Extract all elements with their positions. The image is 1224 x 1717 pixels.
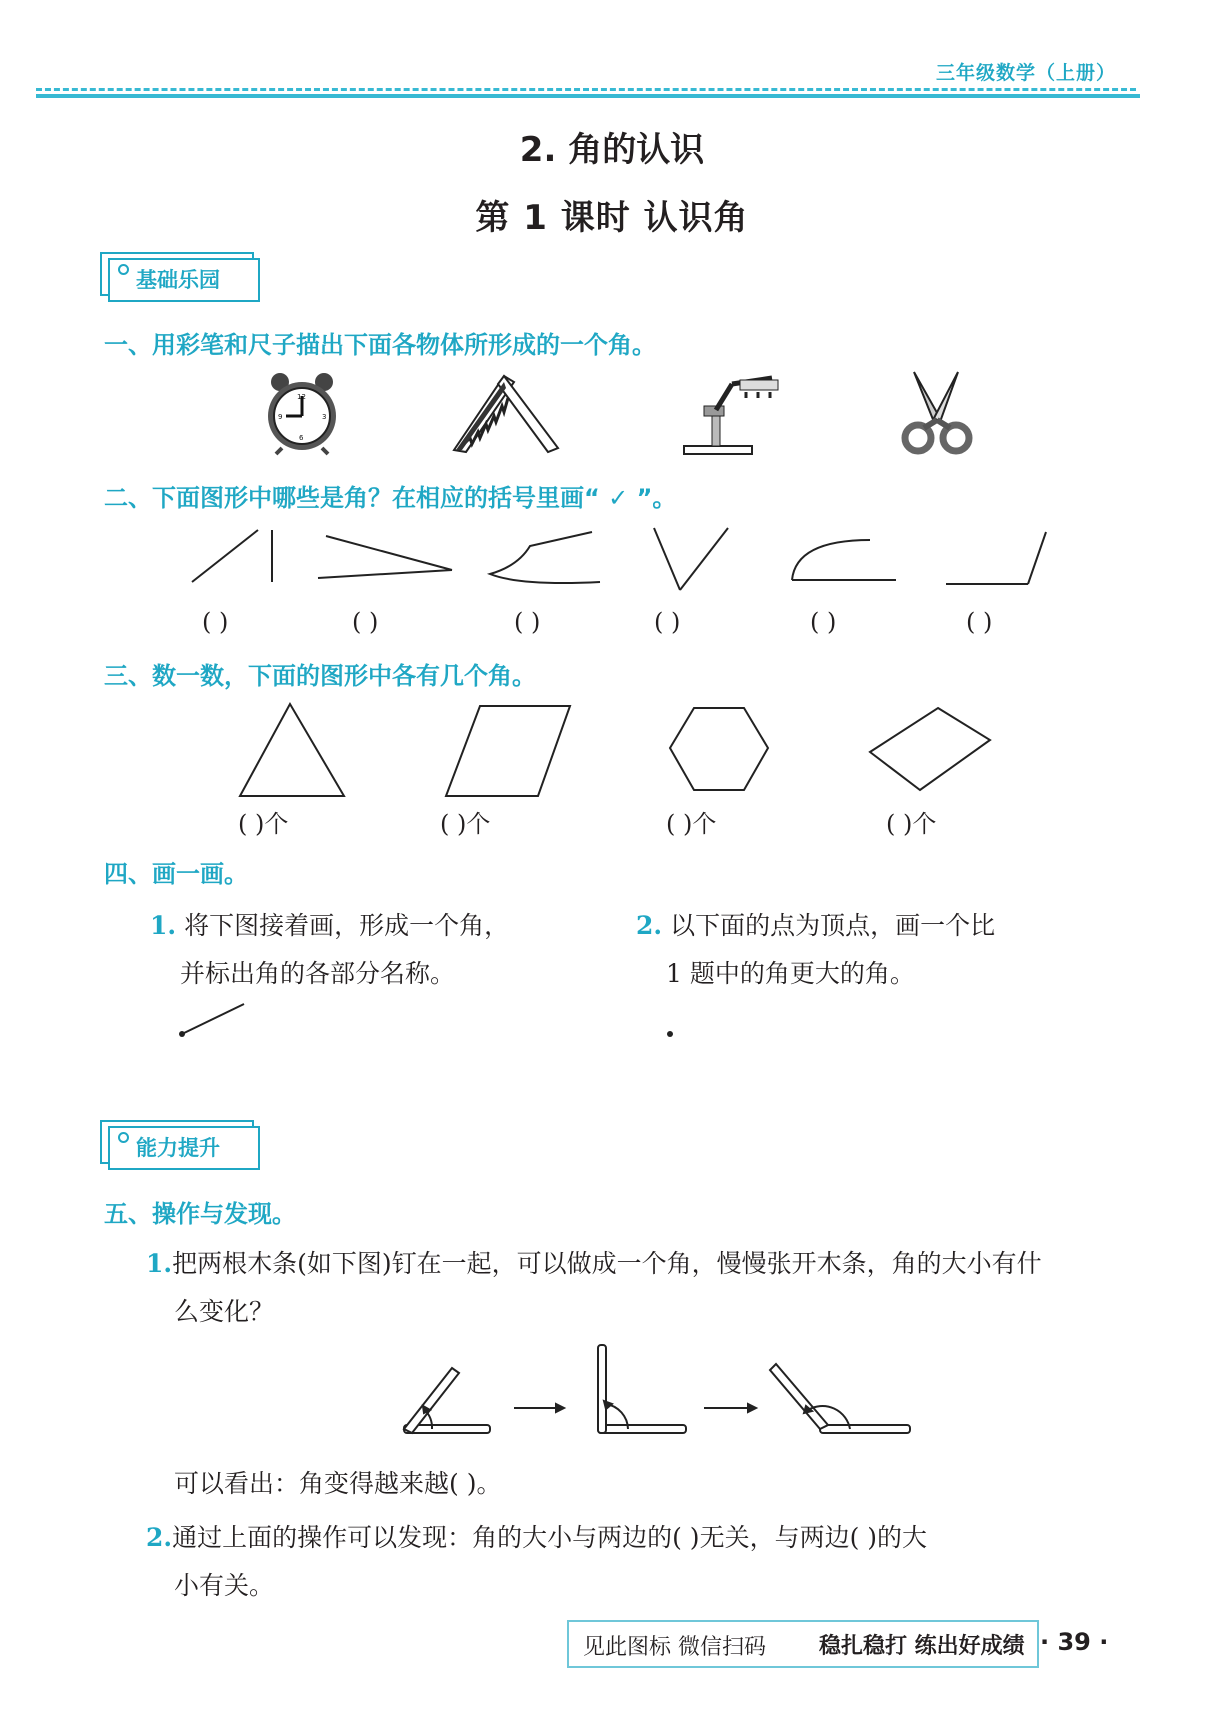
q5-item-2-line-2: 小有关。 [174, 1571, 275, 1600]
grade-header: 三年级数学（上册） [936, 62, 1117, 84]
q4-item-1-number: 1. [150, 911, 177, 940]
section-label-basic: 基础乐园 [136, 268, 220, 292]
question-5: 五、操作与发现。 [104, 1200, 296, 1228]
q2-blank-3[interactable]: ( ) [514, 608, 541, 636]
svg-text:6: 6 [299, 434, 304, 442]
right-arrow-icon [514, 1404, 564, 1412]
svg-text:9: 9 [278, 413, 283, 421]
q2-blank-6[interactable]: ( ) [966, 608, 993, 636]
q5-item-1-line-2: 么变化？ [174, 1297, 275, 1326]
question-1: 一、用彩笔和尺子描出下面各物体所形成的一个角。 [104, 331, 656, 359]
q5-item-1-answer[interactable]: 可以看出：角变得越来越( )。 [174, 1469, 502, 1498]
q2-blank-4[interactable]: ( ) [654, 608, 681, 636]
q3-blank-4[interactable]: ( )个 [886, 810, 937, 838]
stick-angle-small [404, 1368, 490, 1433]
q2-blank-5[interactable]: ( ) [810, 608, 837, 636]
stick-angle-right [598, 1345, 686, 1433]
q2-blank-1[interactable]: ( ) [202, 608, 229, 636]
q4-item-1-line-2: 并标出角的各部分名称。 [180, 959, 456, 988]
page-number: · 39 · [1040, 1628, 1109, 1656]
question-3: 三、数一数，下面的图形中各有几个角。 [104, 662, 536, 690]
q3-blank-3[interactable]: ( )个 [666, 810, 717, 838]
q5-item-1-number: 1. [146, 1249, 173, 1278]
q4-item-2-number: 2. [636, 911, 663, 940]
right-arrow-icon [704, 1404, 756, 1412]
q5-item-2-number: 2. [146, 1523, 173, 1552]
q4-item-1-text-1: 将下图接着画，形成一个角， [184, 911, 510, 940]
footer-scan-text: 见此图标 微信扫码 [583, 1635, 766, 1660]
svg-text:3: 3 [322, 413, 327, 421]
q5-item-2-text-1[interactable]: 通过上面的操作可以发现：角的大小与两边的( )无关，与两边( )的大 [172, 1523, 928, 1552]
footer-banner [567, 1620, 1039, 1668]
q5-item-1-text-1: 把两根木条(如下图)钉在一起，可以做成一个角，慢慢张开木条，角的大小有什 [172, 1249, 1042, 1278]
stick-angle-large [770, 1364, 910, 1433]
section-label-ability: 能力提升 [136, 1136, 220, 1160]
q3-blank-2[interactable]: ( )个 [440, 810, 491, 838]
q4-item-2-text-1: 以下面的点为顶点，画一个比 [670, 911, 996, 940]
question-2: 二、下面图形中哪些是角？在相应的括号里画“ ✓ ”。 [104, 484, 677, 512]
footer-slogan: 稳扎稳打 练出好成绩 [819, 1634, 1025, 1659]
chapter-title: 2. 角的认识 [519, 130, 705, 170]
q3-blank-1[interactable]: ( )个 [238, 810, 289, 838]
question-4: 四、画一画。 [104, 860, 248, 888]
q5-item-2-line-1 [146, 1518, 927, 1554]
lesson-title: 第 1 课时 认识角 [475, 198, 749, 238]
q2-blank-2[interactable]: ( ) [352, 608, 379, 636]
q4-item-2-line-2: 1 题中的角更大的角。 [666, 959, 915, 988]
svg-text:12: 12 [297, 393, 306, 401]
